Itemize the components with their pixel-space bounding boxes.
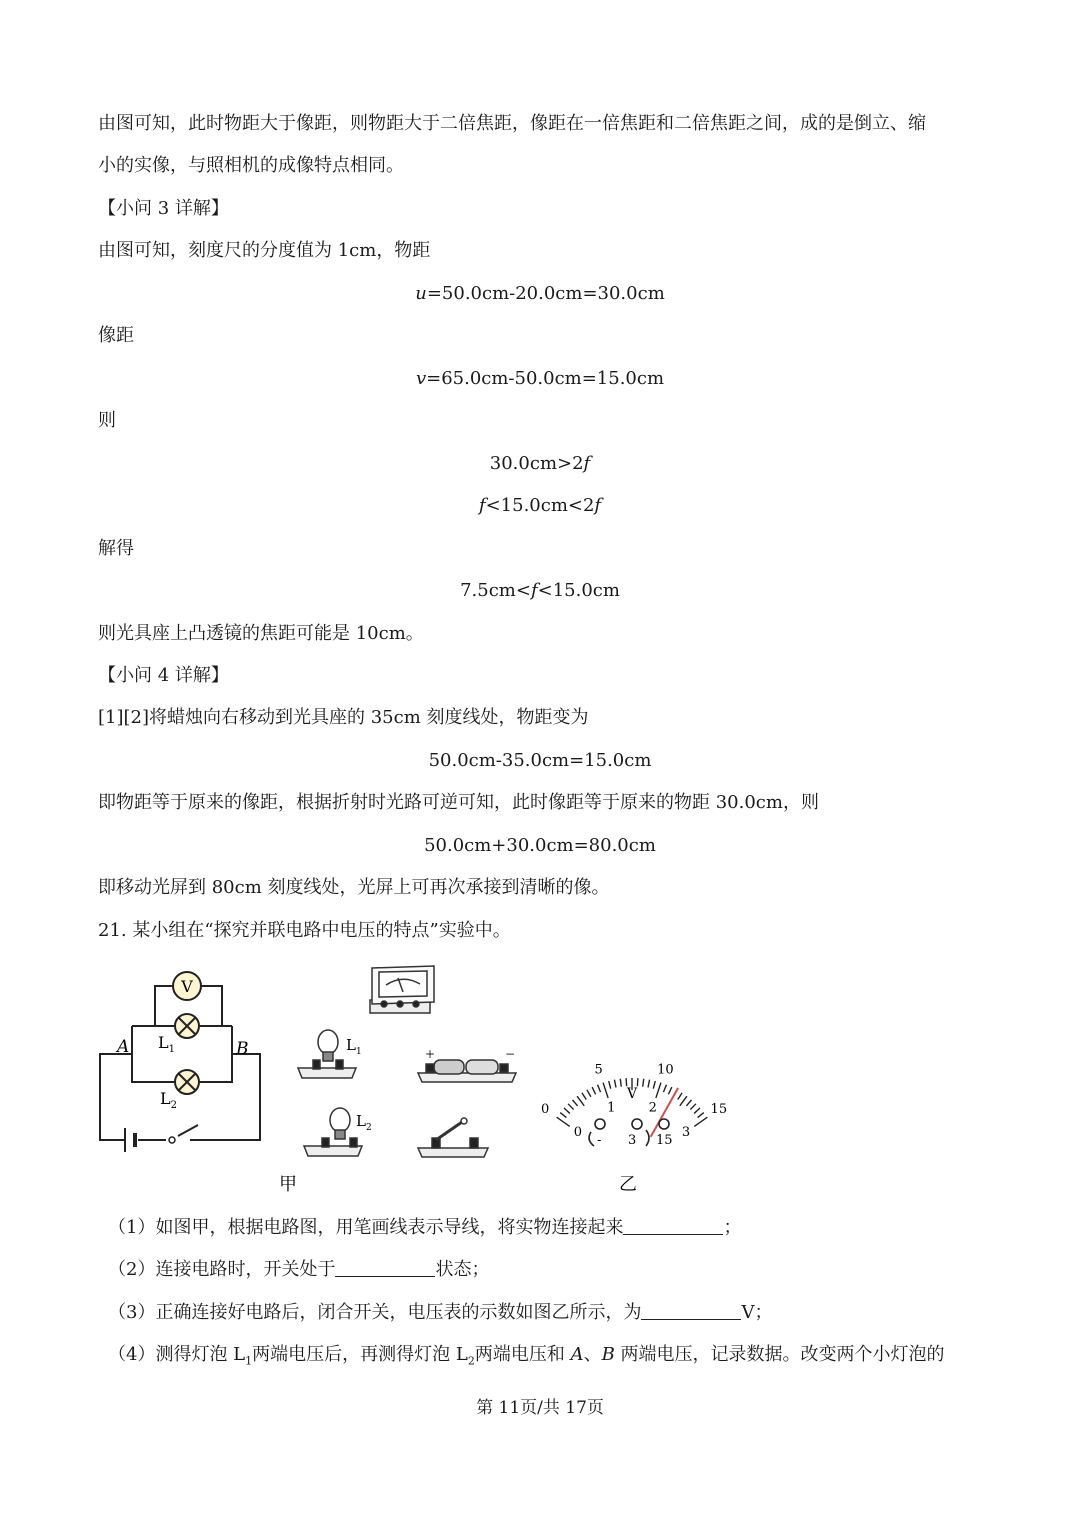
terminal-neg-label: -: [597, 1133, 602, 1148]
dial-tick: [582, 1093, 586, 1100]
question-text: V；: [741, 1302, 773, 1323]
dial-tick: [663, 1085, 666, 1092]
dial-tick: [620, 1079, 621, 1087]
question-1: [108, 1216, 741, 1240]
dial-tick: [587, 1090, 591, 1097]
section-heading: 【小问 4 详解】: [98, 665, 229, 686]
equation-var: u: [415, 283, 427, 304]
paragraph: 像距: [98, 325, 134, 346]
node-ref: B: [601, 1344, 615, 1365]
subscript: 1: [245, 1354, 253, 1368]
paragraph: 即物距等于原来的像距，根据折射时光路可逆可知，此时像距等于原来的物距 30.0cm，则: [98, 792, 819, 813]
equation-var: f: [530, 580, 538, 601]
paragraph: 小的实像，与照相机的成像特点相同。: [98, 155, 404, 176]
circuit-diagram: [100, 986, 260, 1152]
dial-tick: [577, 1096, 584, 1106]
dial-lower-label: 3: [681, 1125, 691, 1141]
equation-text: 7.5cm<: [460, 580, 531, 601]
dial-tick: [598, 1085, 601, 1092]
apparatus-switch: [418, 1118, 488, 1157]
svg-text:−: −: [505, 1047, 516, 1061]
dial-tick: [648, 1080, 650, 1088]
dial-tick: [568, 1104, 574, 1110]
equation-var: f: [594, 495, 602, 516]
dial-tick: [686, 1100, 691, 1106]
equation-text: 30.0cm>2: [489, 453, 584, 474]
question-2: [108, 1258, 489, 1282]
lamp1-symbol: [175, 1014, 199, 1038]
svg-text:+: +: [425, 1047, 436, 1061]
paragraph: 解得: [98, 538, 134, 559]
dial-tick: [637, 1078, 638, 1086]
dial-tick: [680, 1096, 687, 1106]
equation: [0, 452, 1080, 476]
apparatus-lamp1-label: $L_1$: [346, 1036, 362, 1057]
dial-upper-label: 15: [710, 1102, 728, 1118]
node-b-label: B: [236, 1039, 249, 1059]
question-text: 两端电压后，再测得灯泡 L: [252, 1344, 468, 1365]
dial-lower-label: 1: [607, 1100, 616, 1116]
question-text: ；: [723, 1217, 742, 1238]
question-text: 两端电压和: [474, 1344, 571, 1365]
question-text: 、: [583, 1344, 602, 1365]
paragraph: [1][2]将蜡烛向右移动到光具座的 35cm 刻度线处，物距变为: [98, 707, 589, 728]
equation: [0, 579, 1080, 603]
dial-tick: [694, 1108, 700, 1113]
question-3: [108, 1301, 772, 1325]
equation-text: <15.0cm<2: [485, 495, 595, 516]
dial-tick: [603, 1083, 608, 1098]
dial-upper-label: 0: [541, 1102, 550, 1118]
question-text: （2）连接电路时，开关处于: [108, 1259, 336, 1280]
dial-tick: [614, 1080, 616, 1088]
apparatus-lamp2: [304, 1108, 362, 1156]
dial-lower-label: 0: [573, 1125, 583, 1141]
equation-var: f: [583, 453, 591, 474]
node-a-label: A: [117, 1037, 130, 1057]
equation: [0, 367, 1080, 391]
dial-tick: [592, 1087, 595, 1094]
figure-label-yi: 乙: [619, 1174, 637, 1195]
answer-blank[interactable]: [641, 1301, 741, 1320]
question-title: 21. 某小组在“探究并联电路中电压的特点”实验中。: [98, 920, 511, 941]
equation: [0, 282, 1080, 306]
question-text: （3）正确连接好电路后，闭合开关，电压表的示数如图乙所示，为: [108, 1302, 642, 1323]
equation-text: =65.0cm-50.0cm=15.0cm: [426, 368, 665, 389]
dial-tick: [653, 1081, 655, 1089]
figure-label-jia: 甲: [279, 1174, 297, 1195]
dial-tick: [643, 1079, 644, 1087]
dial-tick: [560, 1113, 566, 1118]
lamp2-symbol: [175, 1070, 199, 1094]
answer-blank[interactable]: [335, 1258, 435, 1277]
apparatus-voltmeter: [370, 966, 434, 1013]
terminal-15-label: 15: [656, 1133, 673, 1148]
voltmeter-label: V: [181, 977, 193, 996]
question-4: [108, 1343, 945, 1374]
paragraph: 则: [98, 410, 116, 431]
paragraph: 则光具座上凸透镜的焦距可能是 10cm。: [98, 623, 424, 644]
paragraph: 即移动光屏到 80cm 刻度线处，光屏上可再次承接到清晰的像。: [98, 877, 610, 898]
dial-tick: [609, 1081, 611, 1089]
equation: [0, 494, 1080, 518]
equation-var: v: [415, 368, 427, 389]
dial-tick: [698, 1113, 704, 1118]
equation-var: f: [478, 495, 486, 516]
node-ref: A: [570, 1344, 584, 1365]
question-text: （4）测得灯泡 L: [108, 1344, 246, 1365]
subscript: 2: [467, 1354, 475, 1368]
dial-tick: [668, 1087, 671, 1094]
dial-tick: [694, 1117, 707, 1126]
question-text: 两端电压，记录数据。改变两个小灯泡的: [614, 1344, 945, 1365]
dial-lower-label: 2: [648, 1100, 657, 1116]
paragraph: 由图可知，此时物距大于像距，则物距大于二倍焦距，像距在一倍焦距和二倍焦距之间，成的是倒立、缩: [98, 113, 926, 134]
dial-tick: [678, 1093, 682, 1100]
section-heading: 【小问 3 详解】: [98, 198, 229, 219]
equation: 50.0cm-35.0cm=15.0cm: [428, 750, 652, 771]
answer-blank[interactable]: [623, 1216, 723, 1235]
dial-upper-label: 5: [594, 1062, 603, 1078]
dial-tick: [557, 1117, 570, 1126]
dial-tick: [626, 1078, 627, 1086]
dial-tick: [690, 1104, 696, 1110]
question-text: 状态；: [435, 1259, 490, 1280]
apparatus-battery: [418, 1047, 516, 1082]
apparatus-lamp2-label: $L_2$: [356, 1112, 372, 1133]
lamp2-label: $L_2$: [160, 1089, 177, 1111]
dial-tick: [656, 1083, 661, 1098]
dial-tick: [564, 1108, 570, 1113]
equation-text: =50.0cm-20.0cm=30.0cm: [426, 283, 665, 304]
equation-text: <15.0cm: [537, 580, 620, 601]
terminal-3-label: 3: [628, 1133, 637, 1148]
page-footer: 第 11页/共 17页: [476, 1398, 604, 1418]
experiment-figure: [0, 955, 1080, 1205]
dial-tick: [572, 1100, 577, 1106]
paragraph: 由图可知，刻度尺的分度值为 1cm，物距: [98, 240, 431, 261]
switch-contact: [169, 1137, 175, 1143]
equation: 50.0cm+30.0cm=80.0cm: [424, 835, 656, 856]
lamp1-label: $L_1$: [158, 1033, 175, 1055]
dial-upper-label: 10: [657, 1062, 674, 1078]
question-text: （1）如图甲，根据电路图，用笔画线表示导线，将实物连接起来: [108, 1217, 624, 1238]
dial-unit-label: V: [626, 1086, 638, 1102]
